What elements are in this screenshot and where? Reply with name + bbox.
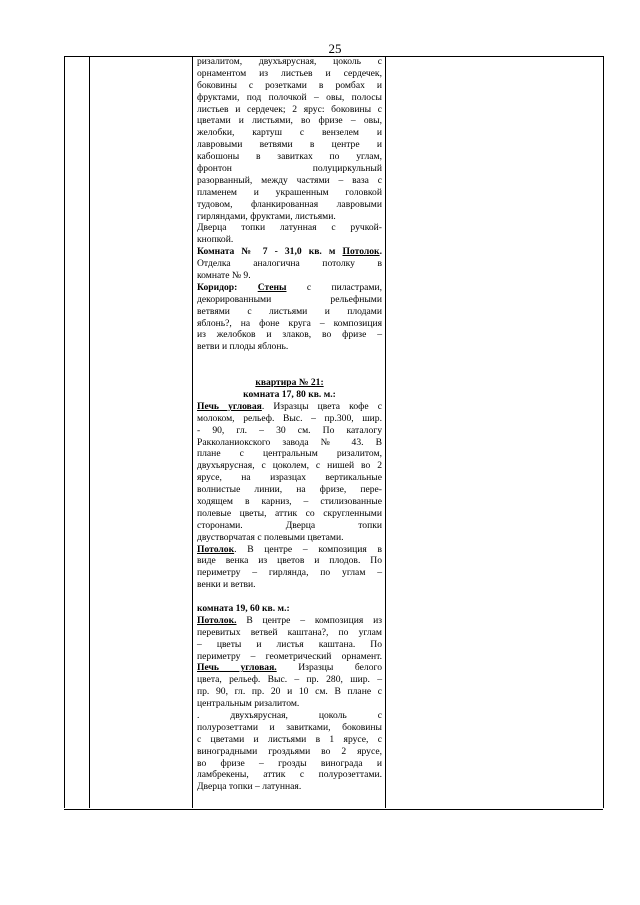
blank-line (197, 353, 382, 365)
text-line: боковины с розетками в ромбах и (197, 79, 382, 91)
text-line (197, 662, 382, 674)
text-line: орнаментом из листьев и сердечек, (197, 67, 382, 79)
text-line: ламбрекены, аттик с полурозеттами. (197, 769, 382, 781)
text-run (237, 282, 257, 293)
text-run: Печь угловая. (197, 662, 277, 674)
text-run: Печь угловая (197, 400, 262, 412)
text-line: ветвями с листьями и плодами (197, 305, 382, 317)
text-line: комнате № 9. (197, 270, 251, 282)
blank-line (197, 365, 382, 377)
text-run: Стены (257, 281, 287, 293)
page-number: 25 (328, 41, 342, 56)
text-line: пр. 90, гл. пр. 20 и 10 см. В плане с (197, 686, 382, 698)
text-line (197, 544, 382, 556)
text-line: виноградными гроздьями во 2 ярусе, (197, 745, 382, 757)
text-run: Комната № 7 - 31,0 кв. м (197, 246, 343, 258)
text-line: листьев и сердечек; 2 ярус: боковины с (197, 103, 382, 115)
text-run: квартира № 21: (255, 377, 324, 389)
text-line: молоком, рельеф. Выс. – пр.300, шир. (197, 412, 382, 424)
text-run: . В центре – композиция в (234, 543, 382, 555)
text-line: волнистые линии, на фризе, пере- (197, 484, 382, 496)
text-line: ветви и плоды яблонь. (197, 341, 289, 353)
text-line: перевитых ветвей каштана?, по углам (197, 626, 382, 638)
text-run: Потолок (197, 543, 235, 555)
table-border-right (603, 56, 604, 808)
text-run: В центре – композиция из (236, 614, 382, 626)
text-run: . Изразцы цвета кофе с (261, 400, 382, 412)
text-line (197, 615, 382, 627)
text-line: виде венка из цветов и плодов. По (197, 555, 382, 567)
table-column-divider-1 (89, 56, 90, 808)
text-line: Дверца топки – латунная. (197, 781, 302, 793)
text-run: Изразцы белого (276, 662, 382, 674)
table-column-divider-2 (192, 56, 193, 808)
text-run: комната 19, 60 кв. м.: (197, 602, 290, 614)
text-line: периметру – геометрический орнамент. (197, 650, 382, 662)
text-line: ризалитом, двухъярусная, цоколь с (197, 56, 382, 67)
text-line: венки и ветви. (197, 579, 256, 591)
text-line: – цветы и листья каштана. По (197, 638, 382, 650)
text-run: с пиластрами, (286, 281, 382, 293)
text-line: фронтон полуциркульный (197, 163, 382, 175)
text-run: Потолок. (197, 614, 237, 626)
text-line: декорированными рельефными (197, 293, 382, 305)
text-line: двустворчатая с полевыми цветами. (197, 531, 344, 543)
table-column-divider-3 (385, 56, 386, 808)
text-line (197, 401, 382, 413)
text-line (197, 246, 382, 258)
text-line: из желобков и злаков, во фризе – (197, 329, 382, 341)
text-line: цвета, рельеф. Выс. – пр. 280, шир. – (197, 674, 382, 686)
text-line: полурозеттами и завитками, боковины (197, 721, 382, 733)
text-line: тудовом, фланкированная лавровыми (197, 198, 382, 210)
text-line: фруктами, под полочкой – овы, полосы (197, 91, 382, 103)
text-line: ходящем в карниз, – стилизованные (197, 495, 382, 507)
description-cell (197, 56, 382, 793)
text-line: кабошоны в завитках по углам, (197, 151, 382, 163)
table-border-left (64, 56, 65, 808)
text-line: во фризе – грозды винограда и (197, 757, 382, 769)
text-line: периметру – гирлянда, по углам – (197, 567, 382, 579)
text-line: с цветами и листьями в 1 ярусе, с (197, 733, 382, 745)
text-line: цветами и листьями, во фризе – овы, (197, 115, 382, 127)
text-line: плане с центральным ризалитом, (197, 448, 382, 460)
text-line (197, 603, 382, 615)
text-line: желобки, картуш с вензелем и (197, 127, 382, 139)
text-line: ярусе, на изразцах вертикальные (197, 472, 382, 484)
text-line: Дверца топки латунная с ручкой- (197, 222, 382, 234)
text-line: пламенем и украшенным головкой (197, 186, 382, 198)
text-line: разорванный, между частями – ваза с (197, 174, 382, 186)
text-line: полевые цветы, аттик со скругленными (197, 507, 382, 519)
text-run: комната 17, 80 кв. м.: (243, 388, 336, 400)
text-line (197, 389, 382, 401)
text-line: лавровыми ветвями в центре и (197, 139, 382, 151)
text-line: Отделка аналогична потолку в (197, 258, 382, 270)
text-line: яблонь?, на фоне круга – композиция (197, 317, 382, 329)
text-run: Потолок (342, 246, 380, 258)
blank-line (197, 591, 382, 603)
text-line: . двухъярусная, цоколь с (197, 709, 382, 721)
text-run: . (379, 246, 382, 258)
text-line: кнопкой. (197, 234, 234, 246)
text-run: Коридор: (197, 281, 238, 293)
text-line: - 90, гл. – 30 см. По каталогу (197, 424, 382, 436)
text-line (197, 282, 382, 294)
text-line: центральным ризалитом. (197, 698, 300, 710)
text-line (197, 377, 382, 389)
text-line: Ракколаниокского завода № 43. В (197, 436, 382, 448)
text-line: гирляндами, фруктами, листьями. (197, 210, 336, 222)
text-line: сторонами. Дверца топки (197, 519, 382, 531)
text-line: двухъярусная, с цоколем, с нишей во 2 (197, 460, 382, 472)
